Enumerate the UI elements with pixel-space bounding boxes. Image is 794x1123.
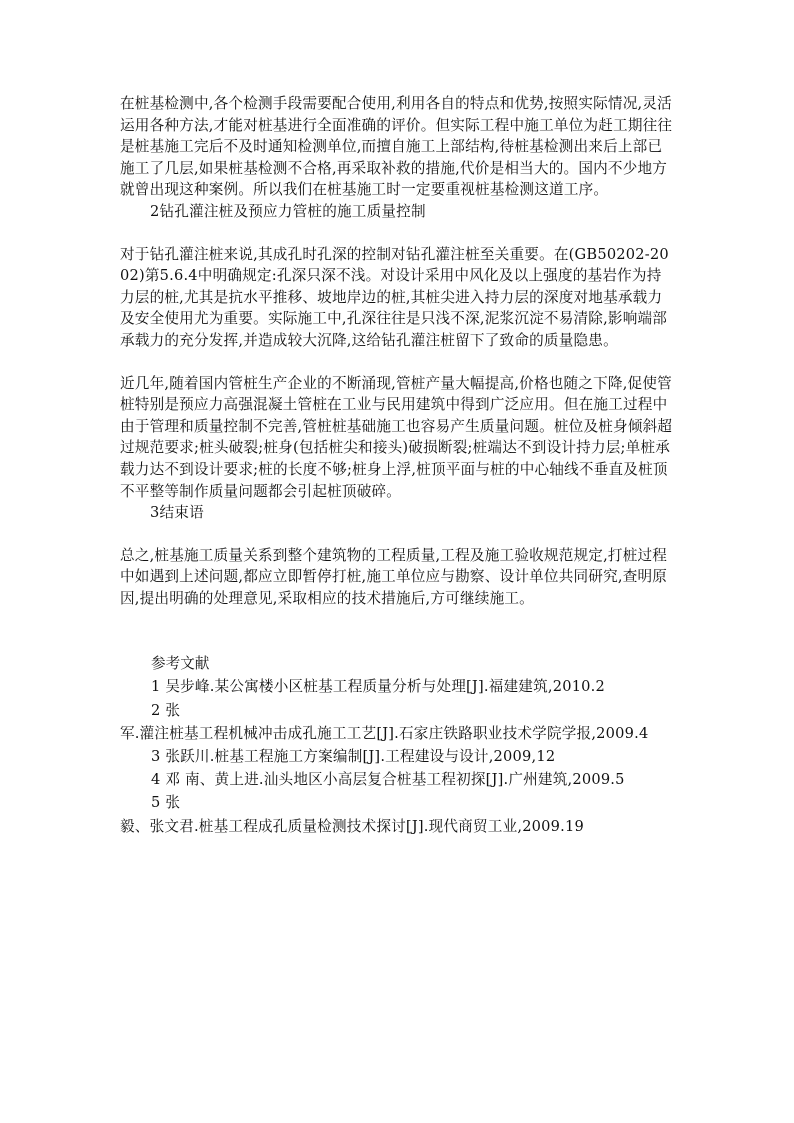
reference-item bbox=[120, 791, 676, 837]
reference-item bbox=[120, 675, 676, 698]
reference-line-continued: 毅、张文君.桩基工程成孔质量检测技术探讨[J].现代商贸工业,2009.19 bbox=[120, 817, 584, 835]
paragraph-conclusion: 总之,桩基施工质量关系到整个建筑物的工程质量,工程及施工验收规范规定,打桩过程中如遇到上述问题,都应立即暂停打桩,施工单位应与勘察、设计单位共同研究,查明原因,提出明确的处理意见,采取相应的技术措施后,方可继续施工。 bbox=[120, 546, 668, 607]
section-heading-3: 3结束语 bbox=[150, 504, 204, 522]
references-title: 参考文献 bbox=[151, 655, 210, 673]
reference-line-continued: 军.灌注桩基工程机械冲击成孔施工工艺[J].石家庄铁路职业技术学院学报,2009.4 bbox=[120, 724, 649, 742]
reference-item bbox=[120, 699, 676, 745]
reference-item bbox=[120, 745, 676, 768]
section-heading-2: 2钻孔灌注桩及预应力管桩的施工质量控制 bbox=[150, 202, 426, 220]
paragraph-pile-testing: 在桩基检测中,各个检测手段需要配合使用,利用各自的特点和优势,按照实际情况,灵活运用各种方法,才能对桩基进行全面准确的评价。但实际工程中施工单位为赶工期往往是桩基施工完后不及时通知检测单位,而擅自施工上部结构,待桩基检测出来后上部已施工了几层,如果桩基检测不合格,再采取补救的措施,代价是相当大的。国内不少地方就曾出现这种案例。所以我们在桩基施工时一定要重视桩基检测这道工序。 bbox=[120, 95, 673, 199]
reference-line: 1 吴步峰.某公寓楼小区桩基工程质量分析与处理[J].福建建筑,2010.2 bbox=[151, 678, 605, 696]
paragraph-pipe-pile: 近几年,随着国内管桩生产企业的不断涌现,管桩产量大幅提高,价格也随之下降,促使管桩特别是预应力高强混凝土管桩在工业与民用建筑中得到广泛应用。但在施工过程中由于管理和质量控制不完善,管桩桩基础施工也容易产生质量问题。桩位及桩身倾斜超过规范要求;桩头破裂;桩身(包括桩尖和接头)破损断裂;桩端达不到设计持力层;单桩承载力达不到设计要求;桩的长度不够;桩身上浮,桩顶平面与桩的中心轴线不垂直及桩顶不平整等制作质量问题都会引起桩顶破碎。 bbox=[120, 374, 673, 500]
reference-line: 2 张 bbox=[151, 701, 181, 719]
paragraph-bored-pile: 对于钻孔灌注桩来说,其成孔时孔深的控制对钻孔灌注桩至关重要。在(GB50202-2002)第5.6.4中明确规定:孔深只深不浅。对设计采用中风化及以上强度的基岩作为持力层的桩,尤其是抗水平推移、坡地岸边的桩,其桩尖进入持力层的深度对地基承载力及安全使用尤为重要。实际施工中,孔深往往是只浅不深,泥浆沉淀不易清除,影响端部承载力的充分发挥,并造成较大沉降,这给钻孔灌注桩留下了致命的质量隐患。 bbox=[120, 245, 669, 349]
reference-line: 5 张 bbox=[151, 794, 181, 812]
references-list bbox=[120, 675, 676, 837]
reference-line: 3 张跃川.桩基工程施工方案编制[J].工程建设与设计,2009,12 bbox=[151, 748, 556, 766]
reference-item bbox=[120, 768, 676, 791]
document-body bbox=[120, 93, 676, 838]
reference-line: 4 邓 南、黄上进.汕头地区小高层复合桩基工程初探[J].广州建筑,2009.5 bbox=[151, 771, 625, 789]
